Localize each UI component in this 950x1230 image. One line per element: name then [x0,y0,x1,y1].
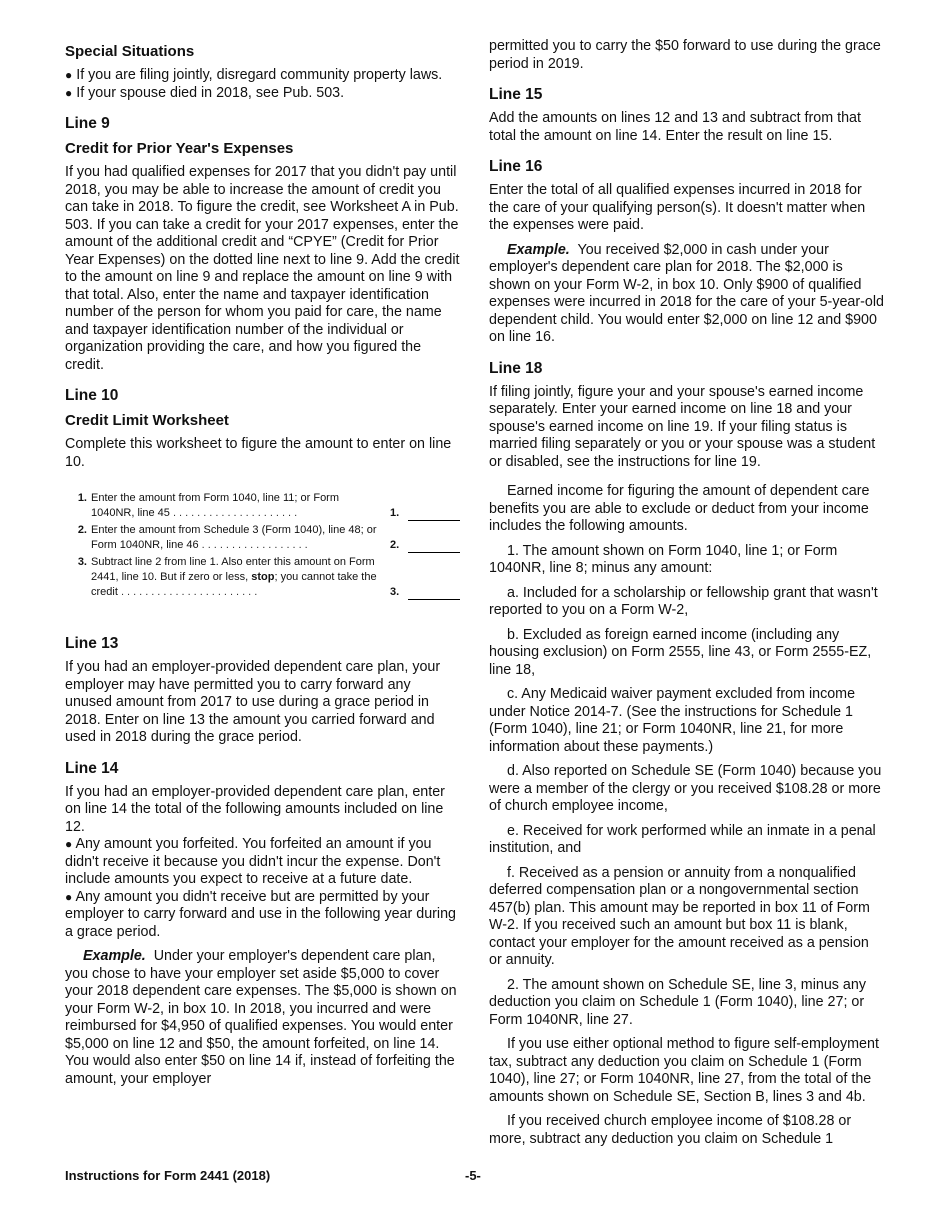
worksheet-entry-line[interactable] [390,506,460,521]
left-column [65,38,460,1095]
line15-text: Add the amounts on lines 12 and 13 and subtract from that total the amount on line 14. Enter the result on line 15. [489,110,861,144]
line14-example [65,948,460,1088]
earned-item-e: e. Received for work performed while an inmate in a penal institution, and [489,822,876,856]
line16-heading: Line 16 [489,158,543,175]
line10-subheading: Credit Limit Worksheet [65,412,229,429]
example-label: Example. [83,948,146,964]
worksheet-row-2-text: Enter the amount from Schedule 3 (Form 1040), line 48; or Form 1040NR, line 46 [91,524,377,551]
special-bullet-2-text: If your spouse died in 2018, see Pub. 503. [76,84,345,101]
line16-text: Enter the total of all qualified expenses incurred in 2018 for the care of your qualifying person(s). It doesn't matter when the expenses were paid. [489,182,866,233]
credit-limit-worksheet [65,491,460,600]
line13-heading: Line 13 [65,635,119,652]
earned-item-c: c. Any Medicaid waiver payment excluded from income under Notice 2014-7. (See the instructions for Schedule 1 (Form 1040), line 21; or Form 1040NR, line 21, for more information about these payments.) [489,686,856,755]
line14-bullet-2-text: Any amount you didn't receive but are permitted by your employer to carry forward and use in the following year during a grace period. [65,888,456,940]
optional-method-text: If you use either optional method to figure self-employment tax, subtract any deduction you claim on Schedule 1 (Form 1040), line 27; or Form 1040NR, line 27, from the total of the amounts shown on Schedule SE, Section B, lines 3 and 4b. [489,1036,879,1105]
footer-title: Instructions for Form 2441 (2018) [65,1168,271,1183]
worksheet-stop-word: stop [251,571,275,583]
earned-item-d: d. Also reported on Schedule SE (Form 1040) because you were a member of the clergy or you received $108.28 or more of church employee income, [489,763,882,814]
line16-example-text: You received $2,000 in cash under your employer's dependent care plan for 2018. The $2,000 is shown on your Form W-2, in box 10. Only $900 of qualified expenses were incurred in 2018 for the care of your 5-year-old dependent child. You would enter $2,000 on line 12 and $900 on line 16. [489,241,884,345]
special-bullet-1-text: If you are filing jointly, disregard community property laws. [76,67,443,83]
earned-income-intro: Earned income for figuring the amount of dependent care benefits you are able to exclude or deduct from your income includes the following amounts. [489,483,870,534]
line16-example [489,242,884,347]
worksheet-row-number: 1. [77,492,87,504]
church-income-text: If you received church employee income of $108.28 or more, subtract any deduction you claim on Schedule 1 [489,1113,852,1147]
page-number: -5- [465,1168,481,1183]
line14-heading: Line 14 [65,759,119,777]
line9-heading: Line 9 [65,115,110,132]
line14-bullet-1 [65,836,460,889]
worksheet-row-number: 3. [77,556,87,568]
earned-item-a: a. Included for a scholarship or fellowship grant that wasn't reported to you on a Form W-2, [489,584,878,618]
worksheet-row-3-text: Subtract line 2 from line 1. Also enter this amount on Form 2441, line 10. But if zero or less, [91,556,375,583]
special-situations-heading: Special Situations [65,43,195,60]
worksheet-entry-line[interactable] [390,585,460,600]
worksheet-line-number: 2. [390,539,400,551]
line14-example-text: Under your employer's dependent care plan, you chose to have your employer set aside $5,000 to cover your 2018 dependent care expenses. The $5,000 is shown on your Form W-2, in box 10. In 2018, you incurred and were reimbursed for $4,950 of qualified expenses. You would enter $5,000 on line 12 and $50, the amount forfeited, on line 14. You would also enter $50 on line 14 if, instead of forfeiting the amount, your employer [65,948,457,1087]
earned-item-b: b. Excluded as foreign earned income (including any housing exclusion) on Form 2555, line 43, or Form 2555-EZ, line 18, [489,626,872,678]
earned-item-f: f. Received as a pension or annuity from a nonqualified deferred compensation plan or a nongovernmental section 457(b) plan. This amount may be reported in box 11 of Form W-2. If you received such an amount but box 11 is blank, contact your employer for the amount received as a pension or annuity. [489,864,870,968]
worksheet-row-1 [65,491,460,521]
continued-text: permitted you to carry the $50 forward to use during the grace period in 2019. [489,38,881,72]
worksheet-row-3-text-end: ; you cannot take the credit [91,571,377,598]
worksheet-line-number: 3. [390,586,400,598]
line13-text: If you had an employer-provided dependent care plan, your employer may have permitted you to carry forward any unused amount from 2017 to use during a grace period in 2018. Enter on line 13 the amount you carried forward and used in 2018 during the grace period. [65,659,441,745]
special-bullet-1 [65,67,460,85]
worksheet-entry-line[interactable] [390,538,460,553]
bullet-icon: ● [65,85,73,100]
special-bullet-2 [65,85,460,103]
worksheet-line-number: 1. [390,507,400,519]
line14-text: If you had an employer-provided dependent care plan, enter on line 14 the total of the following amounts included on line 12. [65,783,445,835]
line9-subheading: Credit for Prior Year's Expenses [65,140,294,157]
bullet-icon: ● [65,68,73,82]
line10-text: Complete this worksheet to figure the amount to enter on line 10. [65,436,452,470]
right-column [489,38,884,1155]
worksheet-row-3 [65,555,460,600]
line18-text: If filing jointly, figure your and your spouse's earned income separately. Enter your earned income on line 18 and your spouse's earned income on line 19. If your filing status is married filing separately or you or your spouse was a student or disabled, see the instructions for line 19. [489,383,876,470]
worksheet-row-text: Subtract line 2 from line 1. Also enter this amount on Form 2441, line 10. But if zero or less, stop; you cannot take the credit ....................... [91,556,377,598]
bullet-icon: ● [65,889,73,904]
line10-heading: Line 10 [65,387,119,404]
line15-heading: Line 15 [489,86,543,103]
bullet-icon: ● [65,837,73,851]
line18-heading: Line 18 [489,359,543,377]
worksheet-row-2 [65,523,460,553]
example-label: Example. [507,241,570,258]
earned-item-2: 2. The amount shown on Schedule SE, line 3, minus any deduction you claim on Schedule 1 (Form 1040), line 27; or Form 1040NR, line 27. [489,976,866,1028]
line14-bullet-2 [65,889,460,942]
worksheet-row-text: Enter the amount from Form 1040, line 11; or Form 1040NR, line 45 ..................... [91,492,340,519]
line9-text: If you had qualified expenses for 2017 that you didn't pay until 2018, you may be able to increase the amount of credit you can take in 2018. To figure the credit, see Worksheet A in Pub. 503. If you can take a credit for your 2017 expenses, enter the amount of the additional credit and “CPYE” (Credit for Prior Year Expenses) on the dotted line next to line 9. Add the credit to the amount on line 9 and replace the amount on line 9 with that total. Also, enter the name and taxpayer identification number of the person for whom you paid for care, the name and taxpayer identification number of the individual or organization providing the care, and how you figured the credit. [65,164,460,373]
worksheet-row-text: Enter the amount from Schedule 3 (Form 1040), line 48; or Form 1040NR, line 46 .................. [91,524,377,551]
earned-item-1: 1. The amount shown on Form 1040, line 1; or Form 1040NR, line 8; minus any amount: [489,542,838,576]
worksheet-row-number: 2. [77,524,87,536]
line14-bullet-1-text: Any amount you forfeited. You forfeited an amount if you didn't receive it because you didn't incur the expense. Don't include amounts you expect to receive at a future date. [65,836,441,887]
worksheet-row-1-text: Enter the amount from Form 1040, line 11; or Form 1040NR, line 45 [91,492,340,519]
